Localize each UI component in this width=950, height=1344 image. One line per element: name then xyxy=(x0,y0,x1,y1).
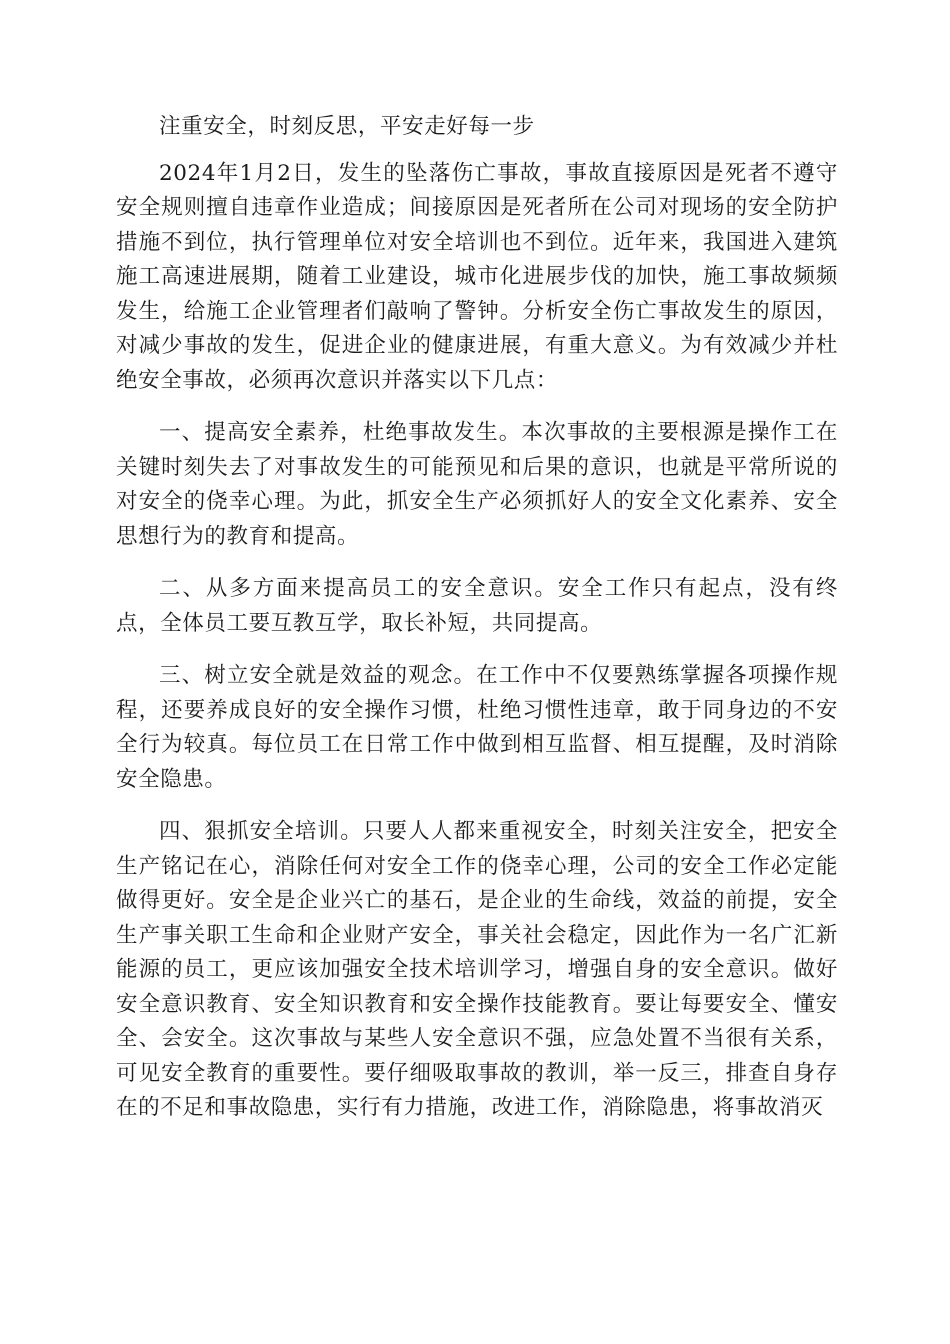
paragraph-point-1: 一、提高安全素养，杜绝事故发生。本次事故的主要根源是操作工在关键时刻失去了对事故发生的可能预见和后果的意识，也就是平常所说的对安全的侥幸心理。为此，抓安全生产必须抓好人的安全文化素养、安全思想行为的教育和提高。 xyxy=(116,420,838,549)
document-title: 注重安全，时刻反思，平安走好每一步 xyxy=(159,114,535,139)
paragraph-intro: 2024年1月2日，发生的坠落伤亡事故，事故直接原因是死者不遵守安全规则擅自违章作业造成；间接原因是死者所在公司对现场的安全防护措施不到位，执行管理单位对安全培训也不到位。近年来，我国进入建筑施工高速进展期，随着工业建设，城市化进展步伐的加快，施工事故频频发生，给施工企业管理者们敲响了警钟。分析安全伤亡事故发生的原因，对减少事故的发生，促进企业的健康进展，有重大意义。为有效减少并杜绝安全事故，必须再次意识并落实以下几点： xyxy=(116,160,838,393)
paragraph-point-4: 四、狠抓安全培训。只要人人都来重视安全，时刻关注安全，把安全生产铭记在心，消除任何对安全工作的侥幸心理，公司的安全工作必定能做得更好。安全是企业兴亡的基石，是企业的生命线，效益的前提，安全生产事关职工生命和企业财产安全，事关社会稳定，因此作为一名广汇新能源的员工，更应该加强安全技术培训学习，增强自身的安全意识。做好安全意识教育、安全知识教育和安全操作技能教育。要让每要安全、懂安全、会安全。这次事故与某些人安全意识不强，应急处置不当很有关系，可见安全教育的重要性。要仔细吸取事故的教训，举一反三，排查自身存在的不足和事故隐患，实行有力措施，改进工作，消除隐患，将事故消灭 xyxy=(116,819,838,1120)
paragraph-point-3: 三、树立安全就是效益的观念。在工作中不仅要熟练掌握各项操作规程，还要养成良好的安全操作习惯，杜绝习惯性违章，敢于同身边的不安全行为较真。每位员工在日常工作中做到相互监督、相互提醒，及时消除安全隐患。 xyxy=(116,663,838,792)
document-page xyxy=(116,110,838,1144)
paragraph-point-2: 二、从多方面来提高员工的安全意识。安全工作只有起点，没有终点，全体员工要互教互学，取长补短，共同提高。 xyxy=(116,576,838,636)
